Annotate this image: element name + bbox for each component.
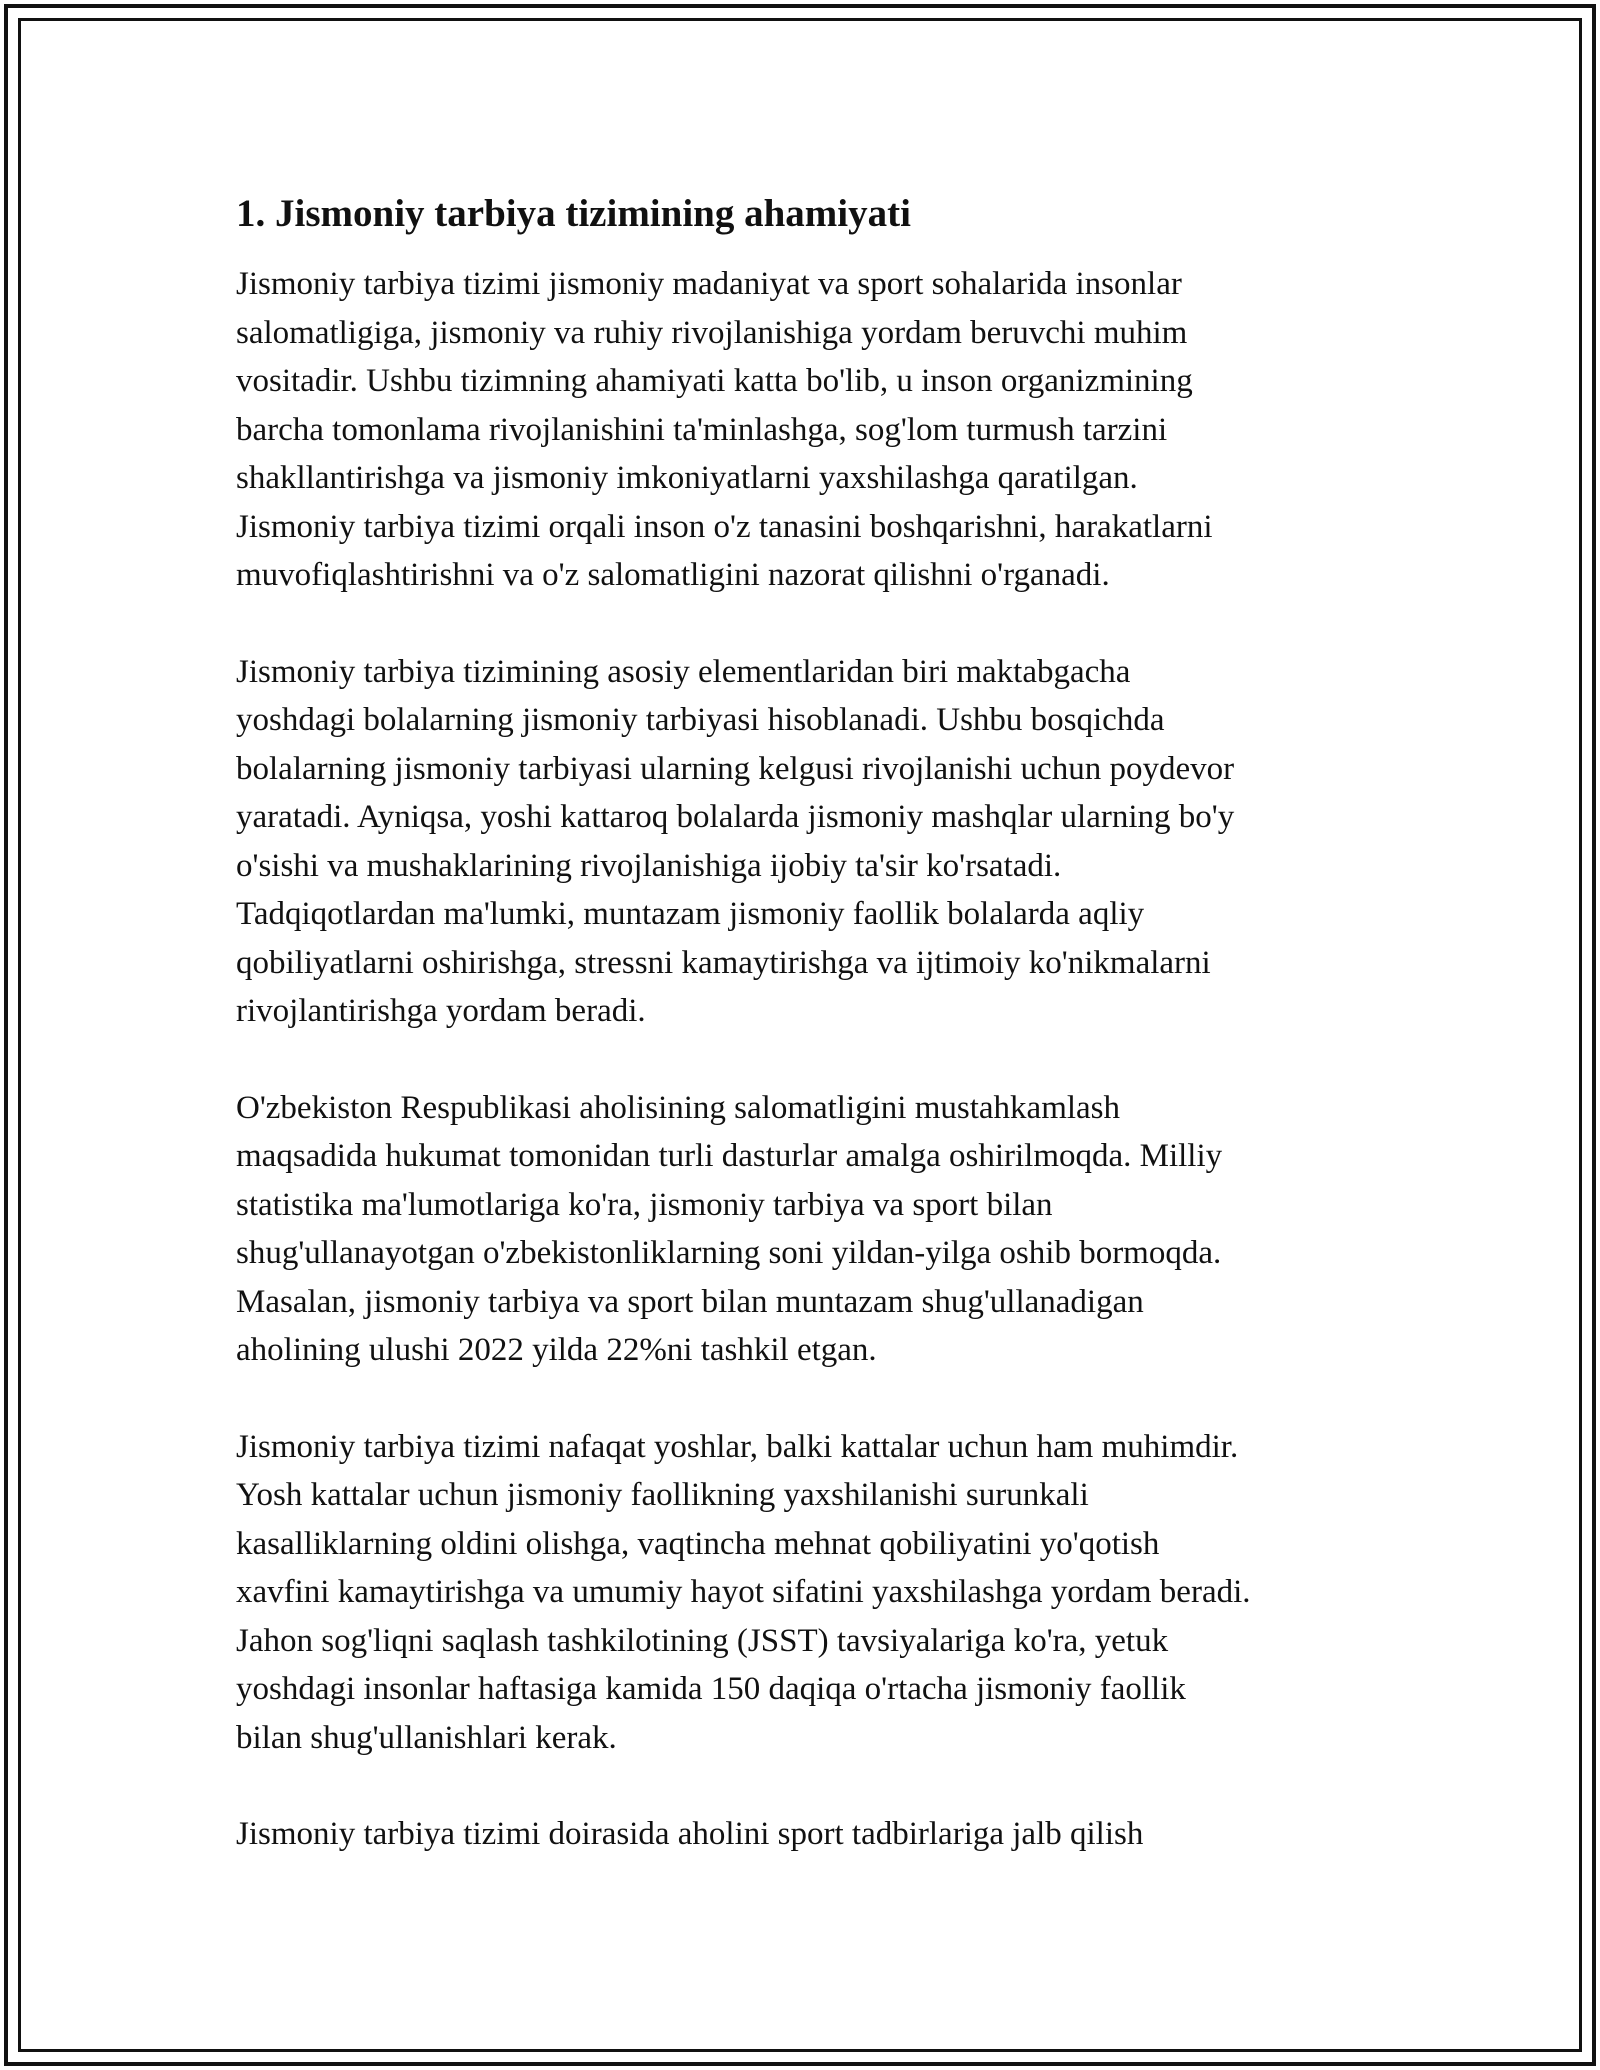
paragraph-line: muvofiqlashtirishni va o'z salomatligini nazorat qilishni o'rganadi.: [236, 557, 1110, 593]
paragraph-line: O'zbekiston Respublikasi aholisining salomatligini mustahkamlash: [236, 1089, 1121, 1126]
paragraph-line: yoshdagi bolalarning jismoniy tarbiyasi hisoblanadi. Ushbu bosqichda: [236, 702, 1165, 738]
paragraph-line: xavfini kamaytirishga va umumiy hayot sifatini yaxshilashga yordam beradi.: [236, 1574, 1251, 1610]
paragraph-line: Jismoniy tarbiya tizimi orqali inson o'z tanasini boshqarishni, harakatlarni: [236, 508, 1213, 545]
paragraph-line: shug'ullanayotgan o'zbekistonliklarning soni yildan-yilga oshib bormoqda.: [236, 1235, 1222, 1271]
paragraph-line: yaratadi. Ayniqsa, yoshi kattaroq bolalarda jismoniy mashqlar ularning bo'y: [236, 799, 1235, 835]
paragraph-line: salomatligiga, jismoniy va ruhiy rivojlanishiga yordam beruvchi muhim: [236, 314, 1188, 351]
paragraph-line: Jismoniy tarbiya tizimi nafaqat yoshlar, balki kattalar uchun ham muhimdir.: [236, 1428, 1239, 1465]
paragraph-line: Jismoniy tarbiya tizimi doirasida aholini sport tadbirlariga jalb qilish: [236, 1816, 1144, 1852]
paragraph-line: Tadqiqotlardan ma'lumki, muntazam jismoniy faollik bolalarda aqliy: [236, 896, 1145, 932]
paragraph-4: [236, 1423, 1386, 1763]
paragraph-line: bilan shug'ullanishlari kerak.: [236, 1719, 617, 1756]
section-heading: 1. Jismoniy tarbiya tizimining ahamiyati: [236, 192, 911, 235]
paragraph-2: [236, 648, 1386, 1036]
paragraph-line: vositadir. Ushbu tizimning ahamiyati katta bo'lib, u inson organizmining: [236, 363, 1193, 399]
paragraph-3: [236, 1084, 1386, 1375]
paragraph-line: Masalan, jismoniy tarbiya va sport bilan muntazam shug'ullanadigan: [236, 1283, 1144, 1320]
paragraph-1: [236, 260, 1386, 600]
paragraph-line: o'sishi va mushaklarining rivojlanishiga ijobiy ta'sir ko'rsatadi.: [236, 847, 1062, 884]
paragraph-line: qobiliyatlarni oshirishga, stressni kamaytirishga va ijtimoiy ko'nikmalarni: [236, 944, 1211, 981]
paragraph-line: barcha tomonlama rivojlanishini ta'minlashga, sog'lom turmush tarzini: [236, 411, 1168, 448]
paragraph-line: shakllantirishga va jismoniy imkoniyatlarni yaxshilashga qaratilgan.: [236, 460, 1138, 496]
paragraph-line: statistika ma'lumotlariga ko'ra, jismoniy tarbiya va sport bilan: [236, 1186, 1053, 1223]
paragraph-line: aholining ulushi 2022 yilda 22%ni tashkil etgan.: [236, 1332, 877, 1368]
paragraph-line: maqsadida hukumat tomonidan turli dasturlar amalga oshirilmoqda. Milliy: [236, 1138, 1223, 1174]
paragraph-line: kasalliklarning oldini olishga, vaqtincha mehnat qobiliyatini yo'qotish: [236, 1525, 1160, 1562]
paragraph-line: bolalarning jismoniy tarbiyasi ularning kelgusi rivojlanishi uchun poydevor: [236, 750, 1235, 787]
paragraph-line: Yosh kattalar uchun jismoniy faollikning yaxshilanishi surunkali: [236, 1477, 1089, 1513]
paragraph-5: [236, 1810, 1386, 1859]
paragraph-line: rivojlantirishga yordam beradi.: [236, 993, 646, 1029]
paragraph-line: Jismoniy tarbiya tizimi jismoniy madaniyat va sport sohalarida insonlar: [236, 266, 1182, 302]
paragraph-line: Jismoniy tarbiya tizimining asosiy elementlaridan biri maktabgacha: [236, 653, 1131, 690]
document-body: [236, 190, 1386, 1907]
paragraph-line: Jahon sog'liqni saqlash tashkilotining (JSST) tavsiyalariga ko'ra, yetuk: [236, 1622, 1169, 1659]
paragraph-line: yoshdagi insonlar haftasiga kamida 150 daqiqa o'rtacha jismoniy faollik: [236, 1671, 1186, 1707]
